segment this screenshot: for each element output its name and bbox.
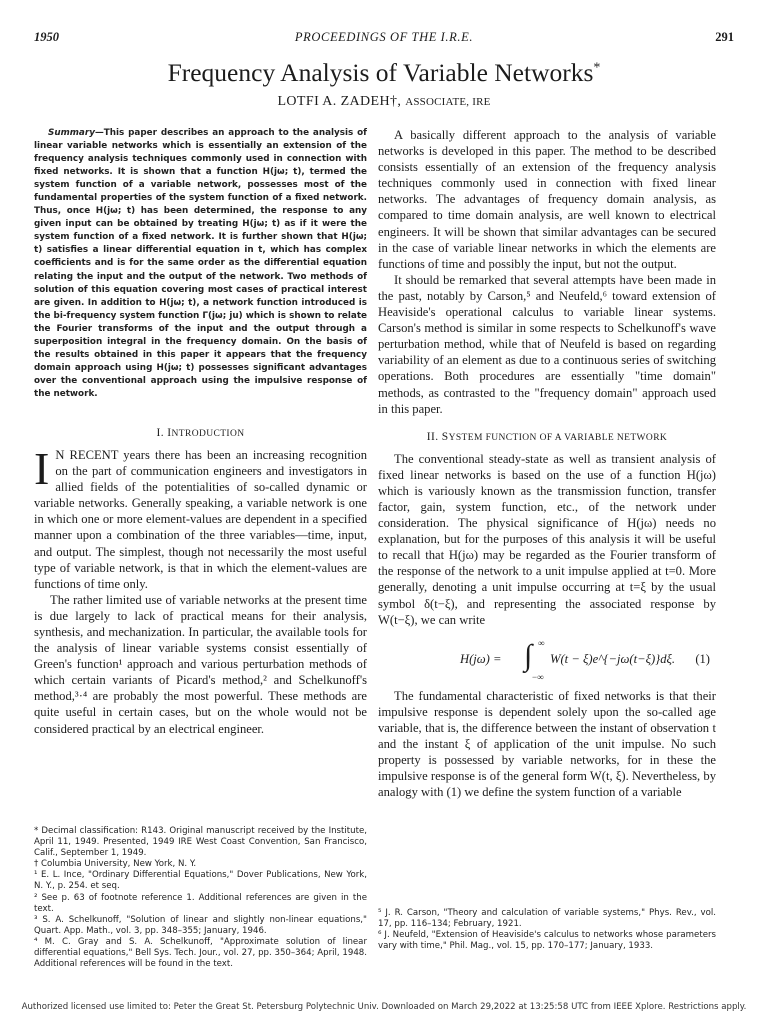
author-name: LOTFI A. ZADEH†, [277,94,402,109]
header-year: 1950 [34,30,59,44]
integral-sign: ∫ [524,638,533,672]
section-heading-system-function [378,431,716,443]
footnotes-left [34,826,367,970]
integral-lower-limit: −∞ [532,671,544,682]
integral-upper-limit: ∞ [538,637,545,648]
sec2-numeral: II. S [426,430,449,443]
section-heading-introduction [34,427,367,439]
footnote: ⁶ J. Neufeld, "Extension of Heaviside's calculus to networks whose parameters vary with time," Phil. Mag., vol. 15, pp. 170–177; January, 1933. [378,930,716,952]
footnote: ⁵ J. R. Carson, "Theory and calculation of variable systems," Phys. Rev., vol. 17, pp. 116–134; February, 1921. [378,908,716,930]
right-paragraph-3: The conventional steady-state as well as transient analysis of fixed linear networks is based on the use of a function H(jω) which is variously known as the transmission function, transfer factor, gain, system function, etc., of the network under consideration. The physical significance of H(jω) needs no explanation, but for the purposes of this analysis it will be useful to recall that H(jω) may be regarded as the Fourier transform of the response of the network to a unit impulse applied at t=0. More generally, denoting a unit impulse occurring at t=ξ by the usual symbol δ(t−ξ), and representing the associated response by W(t−ξ), we can write [378,451,716,627]
equation-lhs: H(jω) = [460,651,502,666]
title-text: Frequency Analysis of Variable Networks [167,58,594,87]
author-affiliation: ASSOCIATE, IRE [405,96,491,108]
left-column [34,127,367,737]
sec2-title: YSTEM FUNCTION OF A VARIABLE NETWORK [448,432,668,443]
footnote: ⁴ M. C. Gray and S. A. Schelkunoff, "Approximate solution of linear differential equations," Bell Sys. Tech. Jour., vol. 27, pp. 350–364; April, 1948. Additional references will be found in the text. [34,936,367,970]
title-footnote-mark: * [593,60,601,76]
right-paragraph-2: It should be remarked that several attempts have been made in the past, notably by Carson,⁵ and Neufeld,⁶ toward extension of Heaviside's operational calculus to variable linear systems. Carson's method is similar in some respects to Schelkunoff's wave perturbation method, while that of Neufeld is based on regarding variability of an element as due to a continuous series of switching operations. Both procedures are essentially "time domain" methods, as contrasted to the "frequency domain" approach used in this paper. [378,272,716,416]
license-footer: Authorized licensed use limited to: Peter the Great St. Petersburg Polytechnic Univ. Downloaded on March 29,2022 at 13:25:58 UTC from IEEE Xplore. Restrictions apply. [21,1002,747,1012]
intro-paragraph-1 [34,442,367,592]
byline [0,94,768,110]
running-header [34,30,734,48]
intro-numeral: I. I [156,426,172,439]
footnote: * Decimal classification: R143. Original manuscript received by the Institute, April 11, 1949. Presented, 1949 IRE West Coast Convention, San Francisco, Calif., September 1, 1949. [34,826,367,859]
right-column [378,127,716,800]
footnote: ² See p. 63 of footnote reference 1. Additional references are given in the text. [34,892,367,914]
right-paragraph-4: The fundamental characteristic of fixed networks is that their impulsive response is dependent solely upon the so-called age variable, that is, the difference between the instant of observation t and the instant ξ of application of the unit impulse. No such property is possessed by variable networks, for in these the impulsive response is of the general form W(t, ξ). Nevertheless, by analogy with (1) we define the system function of a variable [378,688,716,800]
right-paragraph-1: A basically different approach to the analysis of variable networks is developed in this paper. The method to be described consists essentially of an extension of the frequency analysis techniques commonly used in connection with fixed linear networks. The advantages of frequency domain analysis, as compared to time domain analysis, are well known to electrical engineers. It will be shown that similar advantages can be secured in the case of variable linear networks in which the elements are functions of time and possibly the input, but not the output. [378,128,716,271]
header-page-number: 291 [715,30,734,44]
equation-number: (1) [695,651,710,666]
intro-p1-text: N RECENT years there has been an increasing recognition on the part of communication engineers and investigators in allied fields of the potentialities of so-called dynamic or variable networks. Generally speaking, a variable network is one in which one or more element-values are dependent in a specified manner upon a combination of the three variables—time, input, and output. The simplest, though not necessarily the most useful type of variable network, is that in which the element-values are functions of time only. [34,447,367,591]
drop-cap: I [34,442,50,494]
paper-title [0,58,768,88]
equation-rhs: W(t − ξ)e^{−jω(t−ξ)}dξ. [550,651,676,666]
equation-1 [378,638,716,680]
footnotes-right [378,908,716,952]
summary-lead: Summary [48,128,95,138]
header-journal: PROCEEDINGS OF THE I.R.E. [294,30,474,44]
summary-text: —This paper describes an approach to the analysis of linear variable networks which is essentially an extension of the frequency analysis techniques commonly used in connection with fixed networks. It is shown that a function H(jω; t), termed the system function of a variable network, possesses most of the fundamental properties of the system function of a fixed network. Thus, once H(jω; t) has been determined, the response to any given input can be obtained by treating H(jω; t) as if it were the system function of a fixed network. It is further shown that H(jω; t) satisfies a linear differential equation in t, which has complex coefficients and is for the same order as the differential equation relating the input and the output of the network. Two methods of solution of this equation covering most cases of practical interest are given. In addition to H(jω; t), a network function introduced is the bi-frequency system function Γ(jω; ju) which is shown to relate the Fourier transforms of the input and the output through a superposition integral in the frequency domain. On the basis of the results obtained in this paper it appears that the frequency domain approach using H(jω; t) possesses significant advantages over the conventional approach using the impulsive response of the network. [34,128,367,399]
footnote: † Columbia University, New York, N. Y. [34,859,197,870]
intro-title: NTRODUCTION [171,428,245,439]
footnote: ¹ E. L. Ince, "Ordinary Differential Equations," Dover Publications, New York, N. Y., p. 254. et seq. [34,870,367,892]
summary-paragraph [34,127,367,401]
footnote: ³ S. A. Schelkunoff, "Solution of linear and slightly non-linear equations," Quart. App. Math., vol. 3, pp. 348–355; January, 1946. [34,914,367,936]
intro-paragraph-2: The rather limited use of variable networks at the present time is due largely to lack of practical means for their analysis, synthesis, and mechanization. In particular, the available tools for the analysis of linear variable systems consist essentially of Green's function¹ approach and various perturbation methods of which certain variants of Picard's method,² and Schelkunoff's method,³·⁴ are probably the most powerful. These methods are quite useful in certain cases, but on the whole would not be considered practical by an electrical engineer. [34,592,367,736]
